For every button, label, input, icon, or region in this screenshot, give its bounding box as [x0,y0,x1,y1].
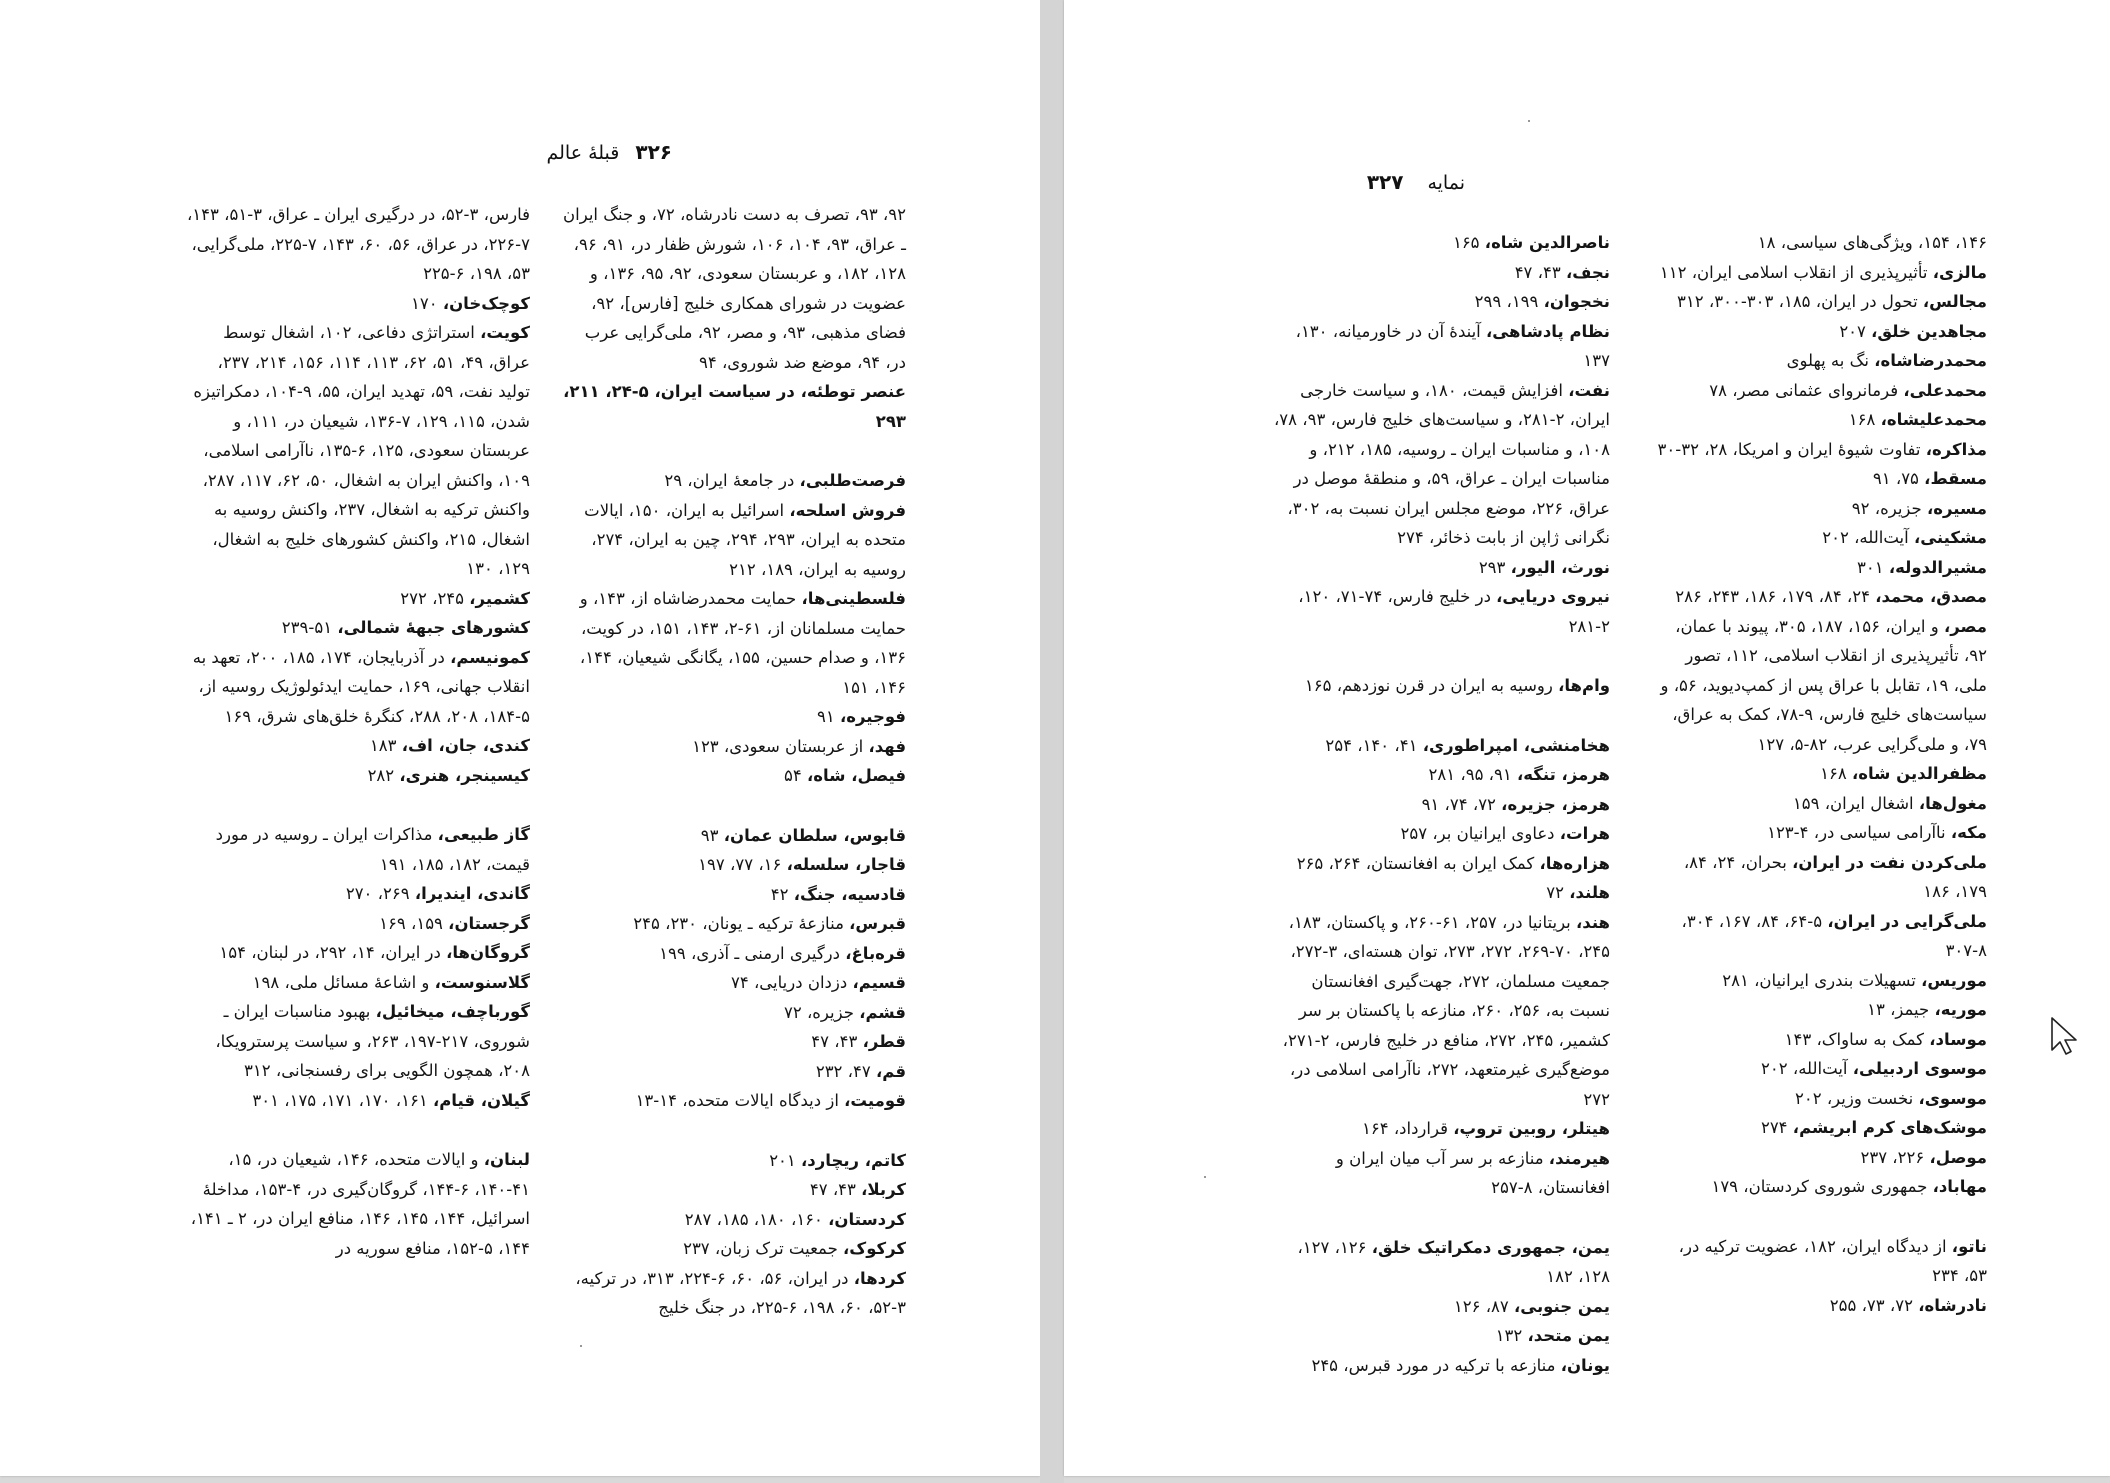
index-entry-text: ۲۹۳ [1478,557,1511,577]
index-entry-headword: کمونیسم، [450,647,530,667]
index-entry [561,732,906,762]
index-entry-text: نخست وزیر، ۲۰۲ [1795,1088,1919,1108]
index-entry [1652,1054,1987,1084]
index-entry-text: منازعه بر سر آب میان ایران و افغانستان، ۸-۲۵۷ [1335,1148,1610,1197]
index-entry-text: قرارداد، ۱۶۴ [1361,1119,1454,1138]
index-entry-text: منازعهٔ ترکیه ـ یونان، ۲۳۰، ۲۴۵ [633,914,850,933]
index-entry-text: ۱۵۹، ۱۶۹ [379,913,449,933]
index-entry [1270,1114,1610,1144]
index-entry-text: در ایران، ۵۶، ۶۰، ۶-۲۲۴، ۳۱۳، در ترکیه، ۳-۵۲، ۶۰، ۱۹۸، ۶-۲۲۵، در جنگ خلیج [575,1268,906,1317]
index-entry-text: ۱۶۰، ۱۸۰، ۱۸۵، ۲۸۷ [684,1209,829,1229]
index-entry-text: ۴۱، ۱۴۰، ۲۵۴ [1325,735,1423,755]
index-entry-headword: هرمز، جزیره، [1501,794,1610,814]
index-entry-text: ۲۴، ۸۴، ۱۷۹، ۱۸۶، ۲۴۳، ۲۸۶ [1675,587,1876,606]
index-entry-text: ۹۱، ۹۵، ۲۸۱ [1428,765,1517,784]
index-entry-headword: مجاهدین خلق، [1871,321,1987,341]
index-entry [1270,376,1610,553]
index-entry-text: ناآرامی سیاسی در، ۴-۱۲۳ [1767,823,1951,842]
index-entry-headword: کاتم، ریچارد، [801,1150,906,1170]
right-page-number: ۳۲۷ [1366,170,1404,194]
index-entry-headword: مکه، [1950,823,1987,842]
index-entry [1270,760,1610,790]
index-entry-headword: قومیت، [844,1091,906,1110]
index-entry-headword: هلند، [1569,883,1610,902]
index-entry [561,1234,906,1264]
index-entry-text: کمک ایران به افغانستان، ۲۶۴، ۲۶۵ [1296,853,1540,873]
index-entry [1270,731,1610,761]
section-gap [1652,1202,1987,1232]
index-entry [1652,1143,1987,1173]
index-entry [1270,671,1610,701]
index-entry [561,584,906,702]
index-entry [185,909,530,939]
index-entry [185,643,530,732]
index-entry [1652,612,1987,760]
index-entry-headword: نجف، [1565,262,1610,282]
index-entry-text: ۲۶۹، ۲۷۰ [345,884,415,903]
index-entry-text: جزیره، ۹۲ [1851,498,1927,518]
index-entry-text: ۲۲۶، ۲۳۷ [1860,1147,1930,1167]
left-page-column-right [561,200,906,1323]
index-entry-text: در آذربایجان، ۱۷۴، ۱۸۵، ۲۰۰، تعهد به انقلاب جهانی، ۱۶۹، حمایت ایدئولوژیک روسیه از، ۵-۱۸۴، ۲۰۸، ۲۸۸، کنگرهٔ خلق‌های شرق، ۱۶۹ [192,647,530,726]
index-entry-headword: مشکینی، [1913,528,1987,547]
index-entry [1270,849,1610,879]
index-entry-text: ۱۳۲ [1495,1326,1528,1345]
index-entry-headword: قادسیه، جنگ، [793,884,906,904]
index-entry [1652,1172,1987,1202]
index-entry-headword: ملی‌گرایی در ایران، [1827,911,1987,931]
index-entry [561,377,906,436]
index-entry-headword: یمن، جمهوری دمکراتیک خلق، [1371,1237,1610,1257]
index-entry-text: ۵۴ [784,766,808,785]
index-entry-text: ۲۷۴ [1760,1118,1793,1137]
index-entry-text: و ایالات متحده، ۱۴۶، شیعیان در، ۱۵، ۴۱-۱۴۰، ۶-۱۴۴، گروگان‌گیری در، ۴-۱۵۳، مداخلهٔ اسرائیل، ۱۴۴، ۱۴۵، ۱۴۶، منافع ایران در، ۲ ـ ۱۴۱، ۱۴۴، ۵-۱۵۲، منافع سوریه در [190,1150,530,1258]
index-entry-text: اشغال ایران، ۱۵۹ [1792,793,1919,813]
left-page-running-title: قبلهٔ عالم [546,142,620,164]
index-entry [185,938,530,968]
index-entry-headword: محمدرضاشاه، [1874,351,1987,370]
index-entry-text: نگ به پهلوی [1786,351,1875,370]
index-entry-text: ۴۲ [770,884,794,904]
index-entry-headword: موساد، [1929,1029,1987,1049]
index-entry [1652,464,1987,494]
index-entry-headword: فهد، [868,736,906,756]
index-entry [1270,1351,1610,1381]
index-entry-headword: فرصت‌طلبی، [799,471,906,490]
index-entry-headword: کیسینجر، هنری، [399,765,530,785]
index-entry-headword: هخامنشی، امپراطوری، [1422,735,1610,755]
index-entry-text: دعاوی ایرانیان بر، ۲۵۷ [1400,824,1560,843]
index-entry-text: اسرائیل به ایران، ۱۵۰، ایالات متحده به ایران، ۲۹۳، ۲۹۴، چین به ایران، ۲۷۴، روسیه به ایران، ۱۸۹، ۲۱۲ [584,500,906,579]
section-gap [561,791,906,821]
index-entry-text: فرمانروای عثمانی مصر، ۷۸ [1709,380,1904,400]
index-entry-headword: گرجستان، [448,913,530,933]
index-entry [561,880,906,910]
index-entry [185,820,530,879]
index-entry-headword: یونان، [1560,1355,1610,1375]
index-entry [1652,966,1987,996]
index-entry-text: و اشاعهٔ مسائل ملی، ۱۹۸ [252,972,435,992]
index-entry-headword: محمدعلیشاه، [1880,410,1987,429]
index-entry [561,1205,906,1235]
index-entry-headword: کردها، [853,1268,906,1288]
index-entry-text: در ایران، ۱۴، ۲۹۲، در لبنان، ۱۵۴ [219,943,447,962]
index-entry-headword: فلسطینی‌ها، [801,589,906,608]
index-entry-headword: مصدق، محمد، [1875,587,1987,606]
index-entry [1652,258,1987,288]
index-entry-headword: مسیره، [1926,498,1987,518]
index-entry-text: از دیدگاه ایران، ۱۸۲، عضویت ترکیه در، ۵۳، ۲۳۴ [1678,1236,1987,1285]
index-entry [1652,435,1987,465]
index-entry-headword: یمن جنوبی، [1514,1296,1610,1316]
index-entry-headword: موصل، [1929,1147,1987,1167]
index-entry [1652,228,1987,258]
index-entry-text: ۱۶۵ [1452,233,1485,252]
index-entry-text: بریتانیا در، ۲۵۷، ۶۱-۲۶۰، و پاکستان، ۱۸۳، ۲۴۵، ۷۰-۲۶۹، ۲۷۲، ۲۷۳، توان هسته‌ای، ۳-۲۷۲، جمعیت مسلمان، ۲۷۲، جهت‌گیری افغانستان نسبت به، ۲۵۶، ۲۶۰، منازعه با پاکستان بر سر کشمیر، ۲۴۵، ۲۷۲، منافع در خلیج فارس، ۲-۲۷۱، موضع‌گیری غیرمتعهد، ۲۷۲، ناآرامی اسلامی در، ۲۷۲ [1282,912,1610,1109]
index-entry-text: ۱۴۶، ۱۵۴، ویژگی‌های سیاسی، ۱۸ [1757,233,1987,252]
index-entry-text: ۱۶۸ [1848,410,1881,429]
index-entry-text: ۵۱-۲۳۹ [281,618,338,637]
index-entry-text: ۴۷، ۲۳۲ [815,1061,876,1081]
index-entry [1270,790,1610,820]
index-entry [1652,582,1987,612]
index-entry [185,761,530,791]
index-entry-headword: نفت، [1568,380,1610,400]
index-entry-text: استراتژی دفاعی، ۱۰۲، اشغال توسط عراق، ۴۹، ۵۱، ۶۲، ۱۱۳، ۱۱۴، ۱۵۶، ۲۱۴، ۲۳۷، تولید نفت، ۵۹، تهدید ایران، ۵۵، ۹-۱۰۴، دمکراتیزه شدن، ۱۱۵، ۱۲۹، ۷-۱۳۶، شیعیان در، ۱۱۱، و عربستان سعودی، ۱۲۵، ۶-۱۳۵، ناآرامی اسلامی، ۱۰۹، واکنش ایران به اشغال، ۵۰، ۶۲، ۱۱۷، ۲۸۷، واکنش ترکیه به اشغال، ۲۳۷، واکنش روسیه به اشغال، ۲۱۵، واکنش کشورهای خلیج به اشغال، ۱۲۹، ۱۳۰ [193,323,530,578]
index-entry-text: ۱۶۱، ۱۷۰، ۱۷۱، ۱۷۵، ۳۰۱ [252,1090,433,1110]
index-entry [561,1146,906,1176]
index-entry-headword: کندی، جان، اف، [401,736,530,755]
index-entry-headword: فروش اسلحه، [789,500,906,520]
index-entry-text: آیت‌الله، ۲۰۲ [1822,528,1914,547]
index-entry [1652,759,1987,789]
section-gap [1270,641,1610,671]
index-entry [561,909,906,939]
index-entry-headword: نادرشاه، [1918,1295,1987,1315]
index-entry [1652,553,1987,583]
index-entry [185,584,530,614]
index-entry-text: ۴۳، ۴۷ [1514,262,1566,282]
index-entry [1270,1233,1610,1292]
index-entry-headword: ناصرالدین شاه، [1484,233,1610,252]
index-entry-text: جمعیت ترک زبان، ۲۳۷ [683,1239,844,1258]
index-entry-text: جیمز، ۱۳ [1867,1000,1935,1019]
index-entry-text: ۱۷۰ [410,293,443,313]
index-entry [1270,258,1610,288]
index-entry [561,1057,906,1087]
index-entry-headword: موریس، [1921,970,1987,990]
index-entry-headword: موسوی، [1918,1088,1987,1108]
index-entry-headword: هیرمند، [1548,1148,1610,1168]
index-entry-text: ۴۳، ۴۷ [809,1180,862,1199]
index-entry-text: منازعه با ترکیه در مورد قبرس، ۲۴۵ [1311,1355,1561,1375]
index-entry [1270,287,1610,317]
index-entry-text: تفاوت شیوهٔ ایران و امریکا، ۲۸، ۳۲-۳۰ [1657,439,1926,459]
index-entry-text: ۵-۶۴، ۸۴، ۱۶۷، ۳۰۴، ۸-۳۰۷ [1681,911,1987,960]
index-entry-headword: ملی‌کردن نفت در ایران، [1792,852,1987,872]
index-entry-text: ۱۲۶، ۱۲۷، ۱۲۸، ۱۸۲ [1297,1237,1610,1286]
index-entry-text: ۱۹۹، ۲۹۹ [1474,292,1544,311]
index-entry-text: بحران، ۲۴، ۸۴، ۱۷۹، ۱۸۶ [1683,852,1987,901]
index-entry-text: ۹۱ [816,707,840,726]
index-entry-headword: گلاسنوست، [434,972,530,992]
index-entry-headword: موسوی اردبیلی، [1852,1059,1987,1078]
index-entry [561,466,906,496]
index-entry-headword: هیتلر، روبین تروپ، [1453,1119,1610,1138]
index-entry-text: ۷۵، ۹۱ [1872,469,1925,488]
index-entry [1270,908,1610,1115]
index-entry [1652,818,1987,848]
index-entry-text: جمهوری شوروی کردستان، ۱۷۹ [1711,1177,1933,1196]
index-entry [561,761,906,791]
left-page-number: ۳۲۶ [635,140,672,164]
section-gap [1270,701,1610,731]
index-entry-text: ۱۸۳ [369,736,402,755]
index-entry [1270,1292,1610,1322]
mouse-cursor-icon [2050,1016,2078,1056]
index-entry [1652,1232,1987,1291]
index-entry [561,939,906,969]
index-entry [561,1175,906,1205]
index-entry-text: ۹۲، ۹۳، تصرف به دست نادرشاه، ۷۲، و جنگ ایران ـ عراق، ۹۳، ۱۰۴، ۱۰۶، شورش ظفار در، ۹۱، ۹۶، ۱۲۸، ۱۸۲، و عربستان سعودی، ۹۲، ۹۵، ۱۳۶، و عضویت در شورای همکاری خلیج [فارس]، ۹۲، فضای مذهبی، ۹۳، و مصر، ۹۲، ملی‌گرایی عرب در، ۹۴، موضع ضد شوروی، ۹۴ [563,205,906,372]
index-entry [1652,346,1987,376]
index-entry [185,289,530,319]
index-entry-text: ۴۳، ۴۷ [811,1032,863,1051]
index-entry [1652,789,1987,819]
index-entry-headword: مسقط، [1924,469,1987,488]
right-page-header [1367,170,1465,194]
index-entry-text: دزدان دریایی، ۷۴ [731,973,853,992]
right-page [1064,0,2110,1476]
index-entry-headword: کردستان، [828,1209,906,1229]
index-entry [1652,1113,1987,1143]
index-entry-text: ۲۰۷ [1839,321,1872,341]
index-entry-headword: موشک‌های کرم ابریشم، [1792,1118,1987,1137]
index-entry-headword: وام‌ها، [1558,676,1610,695]
index-entry-text: حمایت محمدرضاشاه از، ۱۴۳، و حمایت مسلمانان از، ۶۱-۲، ۱۴۳، ۱۵۱، در کویت، ۱۳۶، و صدام حسین، ۱۵۵، یگانگی شیعیان، ۱۴۴، ۱۴۶، ۱۵۱ [579,589,906,697]
index-entry [561,1264,906,1323]
index-entry-headword: مالزی، [1932,262,1987,282]
index-entry-headword: مصر، [1943,616,1987,636]
index-entry [185,1086,530,1116]
index-entry-headword: قم، [875,1061,906,1081]
index-entry-headword: قطر، [862,1032,906,1051]
index-entry-headword: گروگان‌ها، [446,943,530,962]
index-entry [561,200,906,377]
index-entry-text: ۹۳ [700,825,724,845]
index-entry [561,850,906,880]
index-entry [1652,995,1987,1025]
index-entry-text: ۷۲ [1546,883,1570,902]
index-entry [1652,1025,1987,1055]
index-entry [561,702,906,732]
index-entry-text: ۸۷، ۱۲۶ [1453,1296,1515,1316]
section-gap [561,1116,906,1146]
index-entry-text: ۱۶۸ [1820,764,1852,783]
index-entry-text: ۳۰۱ [1857,557,1889,577]
index-entry-headword: ناتو، [1951,1236,1987,1256]
index-entry [1652,907,1987,966]
index-entry-headword: فوجیره، [839,707,906,726]
index-entry-text: در خلیج فارس، ۷۴-۷۱، ۱۲۰، ۲-۲۸۱ [1298,587,1610,636]
right-page-running-title: نمایه [1427,172,1465,194]
index-entry-headword: مظفرالدین شاه، [1851,764,1987,783]
index-entry-headword: گورباچف، میخائیل، [375,1002,530,1021]
index-entry [185,613,530,643]
index-entry [185,1145,530,1263]
index-entry [185,997,530,1086]
index-entry [1270,878,1610,908]
index-entry-headword: کشمیر، [469,588,530,608]
left-page-column-left [185,200,530,1263]
index-entry-headword: قره‌باغ، [845,943,906,963]
index-entry-headword: قابوس، سلطان عمان، [723,825,906,845]
index-entry [1270,819,1610,849]
index-entry [185,879,530,909]
index-entry-text: کمک به ساواک، ۱۴۳ [1784,1029,1930,1049]
index-entry-headword: کربلا، [861,1180,906,1199]
index-entry [185,731,530,761]
index-entry-headword: مشیرالدوله، [1888,557,1987,577]
section-gap [561,436,906,466]
index-entry [185,968,530,998]
index-entry-headword: مذاکره، [1925,439,1987,459]
index-entry-headword: قبرس، [849,914,906,933]
index-entry-headword: کرکوک، [843,1239,906,1258]
index-entry-text: آیندهٔ آن در خاورمیانه، ۱۳۰، ۱۳۷ [1295,321,1610,370]
index-entry [1270,582,1610,641]
index-entry-text: فارس، ۳-۵۲، در درگیری ایران ـ عراق، ۳-۵۱، ۱۴۳، ۷-۲۲۶، در عراق، ۵۶، ۶۰، ۱۴۳، ۷-۲۲۵، ملی‌گرایی، ۵۳، ۱۹۸، ۶-۲۲۵ [186,205,530,283]
index-entry [561,1086,906,1116]
section-gap [1270,1203,1610,1233]
index-entry-headword: فیصل، شاه، [807,766,906,785]
index-entry [1270,317,1610,376]
index-entry-headword: محمدعلی، [1903,380,1987,400]
index-entry-headword: موریه، [1934,1000,1987,1019]
index-entry-text: در جامعهٔ ایران، ۲۹ [664,471,800,490]
index-entry-headword: هند، [1576,912,1610,932]
index-entry [561,496,906,585]
section-gap [185,1115,530,1145]
index-entry-text: بهبود مناسبات ایران ـ شوروی، ۲۱۷-۱۹۷، ۲۶۳، و سیاست پرسترویکا، ۲۰۸، همچون الگویی برای رفسنجانی، ۳۱۲ [215,1002,530,1080]
index-entry-headword: مهاباد، [1932,1177,1987,1196]
index-entry [1652,317,1987,347]
index-entry-headword: گاندی، ایندیرا، [414,884,530,903]
index-entry [1270,1144,1610,1203]
index-entry-headword: قسیم، [852,973,906,992]
index-entry-text: ۷۲، ۷۴، ۹۱ [1421,794,1502,814]
index-entry [1652,848,1987,907]
left-page [0,0,1040,1476]
index-entry-headword: نورث، الیور، [1510,557,1610,577]
index-entry [561,821,906,851]
index-entry [1652,376,1987,406]
index-entry-text: از عربستان سعودی، ۱۲۳ [692,736,869,756]
index-entry-headword: قشم، [859,1002,906,1022]
index-entry-headword: کویت، [480,323,530,342]
index-entry-headword: هرمز، تنگه، [1517,765,1610,784]
section-gap [185,790,530,820]
index-entry-text: ۲۰۱ [769,1150,802,1170]
index-entry [185,318,530,584]
index-entry-headword: گاز طبیعی، [437,825,530,844]
index-entry [561,998,906,1028]
left-page-header [546,140,672,164]
index-entry-text: و ایران، ۱۵۶، ۱۸۷، ۳۰۵، پیوند با عمان، ۹۲، تأثیرپذیری از انقلاب اسلامی، ۱۱۲، تصور ملی، ۱۹، تقابل با عراق پس از کمپ‌دیوید، ۵۶، و سیاست‌های خلیج فارس، ۹-۷۸، کمک به عراق، ۷۹، و ملی‌گرایی عرب، ۸۲-۵، ۱۲۷ [1660,616,1987,754]
index-entry-text: ۱۶، ۷۷، ۱۹۷ [698,855,787,874]
index-entry-text: آیت‌الله، ۲۰۲ [1761,1059,1853,1078]
index-entry-headword: یمن متحد، [1527,1326,1610,1345]
index-entry-text: افزایش قیمت، ۱۸۰، و سیاست خارجی ایران، ۲-۲۸۱، و سیاست‌های خلیج فارس، ۹۳، ۷۸، ۱۰۸، و مناسبات ایران ـ روسیه، ۱۸۵، ۲۱۲، و مناسبات ایران ـ عراق، ۵۹، و منطقهٔ موصل در عراق، ۲۲۶، موضع مجلس ایران نسبت به، ۳۰۲، نگرانی ژاپن از بابت ذخائر، ۲۷۴ [1273,380,1610,547]
index-entry-text: درگیری ارمنی ـ آذری، ۱۹۹ [659,943,846,963]
index-entry-text: از دیدگاه ایالات متحده، ۱۴-۱۳ [635,1091,845,1110]
index-entry-headword: نظام پادشاهی، [1486,321,1610,341]
index-entry [1652,405,1987,435]
index-entry-text: تأثیرپذیری از انقلاب اسلامی ایران، ۱۱۲ [1659,262,1933,282]
index-entry-text: تحول در ایران، ۱۸۵، ۳۰۳-۳۰۰، ۳۱۲ [1677,292,1923,311]
index-entry [1652,523,1987,553]
index-entry [561,968,906,998]
page-gutter [1040,0,1064,1483]
index-entry-text: تسهیلات بندری ایرانیان، ۲۸۱ [1722,970,1922,990]
index-entry [1652,287,1987,317]
index-entry-headword: قاجار، سلسله، [786,855,906,874]
index-entry-headword: مجالس، [1922,292,1987,311]
index-entry-headword: هرات، [1559,824,1610,843]
index-entry-text: ۷۲، ۷۳، ۲۵۵ [1829,1295,1919,1315]
index-entry-headword: نیروی دریایی، [1496,587,1610,606]
index-entry [561,1027,906,1057]
index-entry-headword: کشورهای جبههٔ شمالی، [337,618,530,637]
index-entry [1652,494,1987,524]
right-page-column-left [1270,228,1610,1380]
index-entry-headword: عنصر توطئه، در سیاست ایران، ۵-۲۴، ۲۱۱، ۲۹۳ [563,382,906,431]
index-entry-text: جزیره، ۷۲ [783,1002,860,1022]
index-entry-text: ۲۴۵، ۲۷۲ [400,588,470,608]
index-entry-headword: گیلان، قیام، [432,1090,530,1110]
index-entry [1270,1321,1610,1351]
index-entry-text: روسیه به ایران در قرن نوزدهم، ۱۶۵ [1304,676,1559,695]
index-entry-text: ۲۸۲ [367,765,400,785]
index-entry-headword: لبنان، [483,1150,530,1169]
index-entry-headword: کوچک‌خان، [442,293,530,313]
index-entry [1270,553,1610,583]
index-entry-text: مذاکرات ایران ـ روسیه در مورد قیمت، ۱۸۲، ۱۸۵، ۱۹۱ [215,825,530,874]
index-entry-headword: نخجوان، [1543,292,1610,311]
index-entry-headword: هزاره‌ها، [1539,853,1610,873]
index-entry-headword: مغول‌ها، [1918,793,1987,813]
right-page-column-right [1652,228,1987,1320]
index-entry [1652,1291,1987,1321]
index-entry [1652,1084,1987,1114]
index-entry [185,200,530,289]
index-entry [1270,228,1610,258]
